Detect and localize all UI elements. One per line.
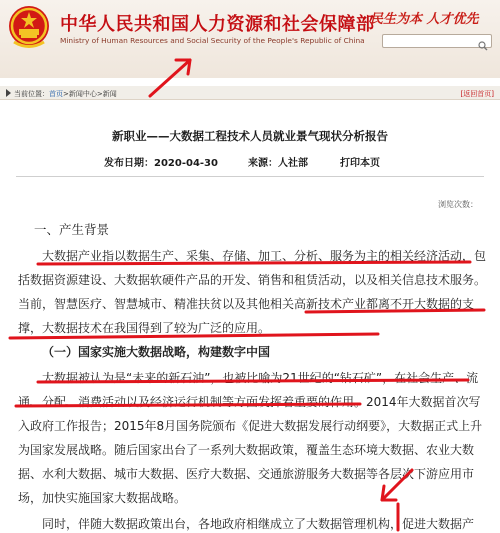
search-input[interactable] xyxy=(382,34,492,48)
view-count: 浏览次数： xyxy=(438,200,478,209)
back-to-home-link[interactable]: [返回首页] xyxy=(460,90,494,98)
site-header xyxy=(0,0,500,78)
title-divider xyxy=(16,176,484,177)
article-source: 来源：人社部 xyxy=(248,158,308,169)
breadcrumb-path xyxy=(14,89,117,99)
paragraph-1: 大数据产业指以数据生产、采集、存储、加工、分析、服务为主的相关经济活动，包括数据资源建设、大数据软硬件产品的开发、销售和租赁活动，以及相关信息技术服务。当前，智慧医疗、智慧城市、精准扶贫以及其他相关高新技术产业都离不开大数据的支撑，大数据技术在我国得到了较为广泛的应用。 xyxy=(18,249,487,335)
paragraph-3: 同时，伴随大数据政策出台，各地政府相继成立了大数据管理机构，促进大数据产 xyxy=(42,517,475,531)
publish-date: 发布日期：2020-04-30 xyxy=(104,158,218,169)
site-title[interactable]: 中华人民共和国人力资源和社会保障部 xyxy=(60,14,375,35)
subheading-1: （一）国家实施大数据战略，构建数字中国 xyxy=(42,345,271,359)
site-slogan: 民生为本 人才优先 xyxy=(370,12,479,27)
paragraph-2: 大数据被认为是“未来的新石油”，也被比喻为21世纪的“钻石矿”，在社会生产、流通、分配、消费活动以及经济运行机制等方面发挥着重要的作用。2014年大数据首次写入政府工作报告；2015年8月国务院颁布《促进大数据发展行动纲要》，大数据正式上升为国家发展战略。随后国家出台了一系列大数据政策，覆盖生态环境大数据、农业大数据、水利大数据、城市大数据、医疗大数据、交通旅游服务大数据等各层次下游应用市场，加快实施国家大数据战略。 xyxy=(18,371,483,505)
article-title: 新职业——大数据工程技术人员就业景气现状分析报告 xyxy=(112,129,388,143)
breadcrumb-arrow-icon xyxy=(6,89,11,97)
breadcrumb-prefix: 当前位置： xyxy=(14,90,49,98)
national-emblem-icon xyxy=(6,4,52,52)
print-page-link[interactable]: 打印本页 xyxy=(340,158,380,169)
section-heading: 一、产生背景 xyxy=(34,222,110,237)
search-icon[interactable] xyxy=(478,36,488,46)
breadcrumb-trail[interactable]: >新闻中心>新闻 xyxy=(63,90,117,98)
breadcrumb-home-link[interactable]: 首页 xyxy=(49,90,63,98)
site-subtitle-en: Ministry of Human Resources and Social Security of the People's Republic of China xyxy=(60,36,365,45)
breadcrumb xyxy=(0,86,500,100)
article-panel xyxy=(0,100,500,533)
